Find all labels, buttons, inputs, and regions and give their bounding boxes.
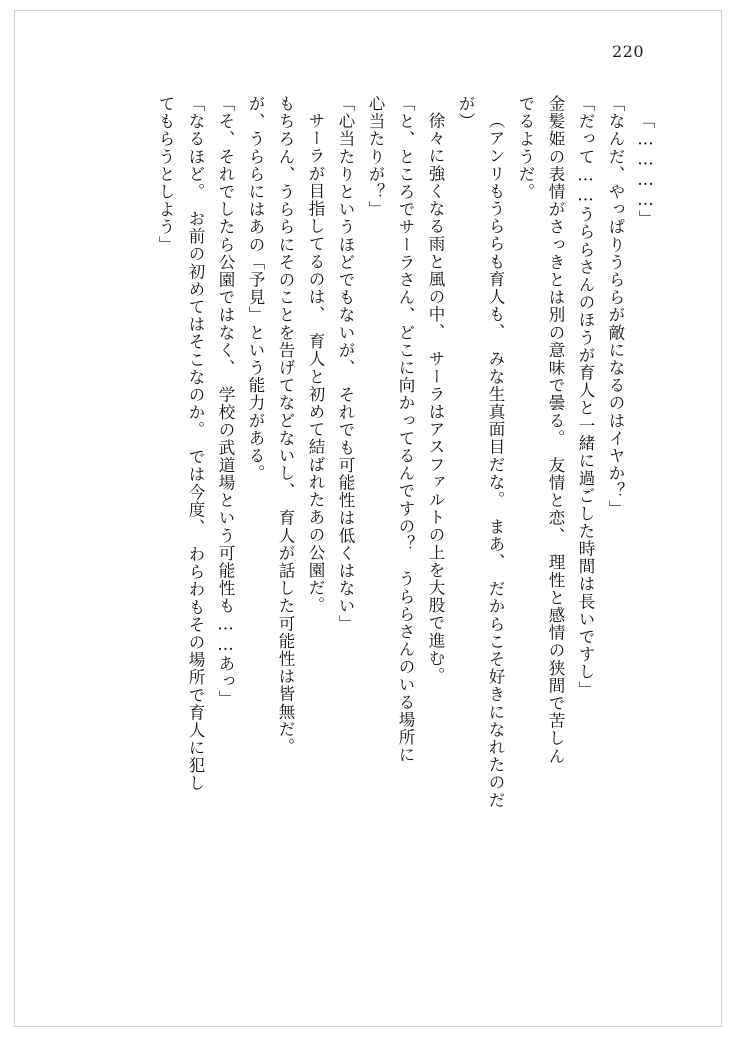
page-number: 220 xyxy=(611,42,644,61)
text-line: が） xyxy=(456,95,475,131)
text-line: （アンリもうららも育人も、 みな生真面目だな。 まあ、 だからこそ好きになれたのだ xyxy=(486,112,505,809)
text-line: 「なんだ、やっぱりうららが敵になるのはイヤか？」 xyxy=(606,95,625,518)
text-line: 心当たりが？」 xyxy=(366,95,385,219)
text-line: でるようだ。 xyxy=(516,95,535,201)
vertical-text-block xyxy=(70,95,660,975)
text-line: サーラが目指してるのは、 育人と初めて結ばれたあの公園だ。 xyxy=(306,112,325,615)
text-line: 「そ、それでしたら公園ではなく、 学校の武道場という可能性も……あっ」 xyxy=(216,95,235,708)
text-line: 徐々に強くなる雨と風の中、 サーラはアスファルトの上を大股で進む。 xyxy=(426,112,445,685)
text-line: 「心当たりというほどでもないが、 それでも可能性は低くはない」 xyxy=(336,95,355,633)
text-line: 「と、ところでサーラさん、どこに向かってるんですの？ うららさんのいる場所に xyxy=(396,95,415,764)
text-line: 金髪姫の表情がさっきとは別の意味で曇る。 友情と恋、 理性と感情の狭間で苦しん xyxy=(546,95,565,765)
text-line: 「だって……うららさんのほうが育人と一緒に過ごした時間は長いですし」 xyxy=(576,95,595,699)
text-line: 「なるほど。 お前の初めてはそこなのか。 では今度、 わらわもその場所で育人に犯し xyxy=(186,95,205,792)
text-line: が、うららにはあの「予見」という能力がある。 xyxy=(246,95,265,483)
text-line: 「…………」 xyxy=(636,112,655,228)
text-line: もちろん、うららにそのことを告げてなどないし、 育人が話した可能性は皆無だ。 xyxy=(276,95,295,756)
text-line: てもらうとしよう」 xyxy=(156,95,175,254)
